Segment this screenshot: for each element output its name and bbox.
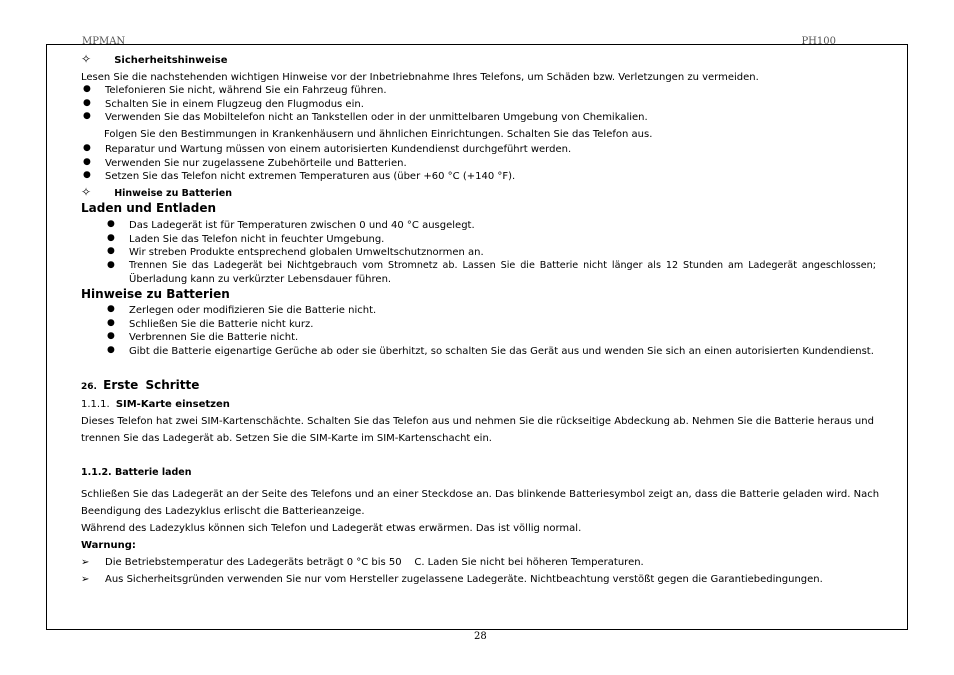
section-number: 26. [81, 382, 97, 392]
paragraph: trennen Sie das Ladegerät ab. Setzen Sie die SIM-Karte im SIM-Kartenschacht ein. [81, 433, 492, 444]
bullet-icon: ● [107, 233, 115, 243]
safety-title: Sicherheitshinweise [114, 55, 228, 66]
warning-item: Die Betriebstemperatur des Ladegeräts beträgt 0 °C bis 50 C. Laden Sie nicht bei höheren Temperaturen. [105, 557, 644, 568]
paragraph: Schließen Sie das Ladegerät an der Seite des Telefons und an einer Steckdose an. Das blinkende Batteriesymbol zeigt an, dass die Batterie geladen wird. Nach [81, 489, 880, 500]
page-number: 28 [474, 631, 487, 642]
list-item: Telefonieren Sie nicht, während Sie ein Fahrzeug führen. [105, 85, 387, 96]
paragraph: Beendigung des Ladezyklus erlischt die Batterieanzeige. [81, 506, 365, 517]
list-item: Setzen Sie das Telefon nicht extremen Temperaturen aus (über +60 °C (+140 °F). [105, 171, 516, 182]
bullet-icon: ● [83, 143, 91, 153]
star-icon: ✧ [81, 185, 92, 199]
subsection-number: 1.1.1. [81, 399, 110, 410]
battery-notes-heading [81, 185, 232, 201]
paragraph: Dieses Telefon hat zwei SIM-Kartenschächte. Schalten Sie das Telefon aus und nehmen Sie die rückseitige Abdeckung ab. Nehmen Sie die Batterie heraus und [81, 416, 874, 427]
bullet-icon: ● [107, 345, 115, 355]
bullet-icon: ● [83, 170, 91, 180]
bullet-icon: ● [107, 246, 115, 256]
bullet-icon: ● [107, 331, 115, 341]
subsection-title: SIM-Karte einsetzen [115, 399, 230, 410]
section-heading [81, 378, 199, 394]
list-item: Zerlegen oder modifizieren Sie die Batterie nicht. [129, 305, 377, 316]
bullet-icon: ● [107, 219, 115, 229]
subsection-charge-title: 1.1.2. Batterie laden [81, 467, 192, 478]
header-brand: MPMAN [82, 36, 126, 47]
safety-intro: Lesen Sie die nachstehenden wichtigen Hinweise vor der Inbetriebnahme Ihres Telefons, um Schäden bzw. Verletzungen zu vermeiden. [81, 72, 759, 83]
list-item: Laden Sie das Telefon nicht in feuchter Umgebung. [129, 234, 385, 245]
list-item: Wir streben Produkte entsprechend globalen Umweltschutznormen an. [129, 247, 484, 258]
bullet-icon: ● [83, 84, 91, 94]
warning-item: Aus Sicherheitsgründen verwenden Sie nur vom Hersteller zugelassene Ladegeräte. Nichtbeachtung verstößt gegen die Garantiebedingungen. [105, 574, 823, 585]
list-item: Das Ladegerät ist für Temperaturen zwischen 0 und 40 °C ausgelegt. [129, 220, 475, 231]
section-title: Erste Schritte [103, 378, 200, 392]
list-item: Trennen Sie das Ladegerät bei Nichtgebrauch vom Stromnetz ab. Lassen Sie die Batterie nicht länger als 12 Stunden am Ladegerät angeschlossen; [129, 260, 876, 271]
list-item: Schalten Sie in einem Flugzeug den Flugmodus ein. [105, 99, 364, 110]
bullet-icon: ● [83, 157, 91, 167]
bullet-icon: ● [83, 111, 91, 121]
list-item: Reparatur und Wartung müssen von einem autorisierten Kundendienst durchgeführt werden. [105, 144, 572, 155]
header-model: PH100 [801, 36, 836, 47]
battery-notes-title: Hinweise zu Batterien [114, 188, 232, 199]
bullet-icon: ● [107, 304, 115, 314]
list-item: Gibt die Batterie eigenartige Gerüche ab oder sie überhitzt, so schalten Sie das Gerät aus und wenden Sie sich an einen autorisierten Kundendienst. [129, 346, 874, 357]
list-item: Schließen Sie die Batterie nicht kurz. [129, 319, 314, 330]
bullet-icon: ● [107, 260, 115, 270]
list-item: Verwenden Sie das Mobiltelefon nicht an Tankstellen oder in der unmittelbaren Umgebung von Chemikalien. [105, 112, 648, 123]
list-item: Verbrennen Sie die Batterie nicht. [129, 332, 299, 343]
list-item: Verwenden Sie nur zugelassene Zubehörteile und Batterien. [105, 158, 407, 169]
paragraph: Während des Ladezyklus können sich Telefon und Ladegerät etwas erwärmen. Das ist völlig normal. [81, 523, 582, 534]
bullet-icon: ● [107, 318, 115, 328]
bullet-icon: ● [83, 98, 91, 108]
star-icon: ✧ [81, 52, 92, 66]
charging-heading: Laden und Entladen [81, 201, 217, 215]
battery-heading: Hinweise zu Batterien [81, 287, 230, 301]
arrow-bullet-icon: ➢ [81, 574, 90, 585]
warning-label: Warnung: [81, 540, 136, 551]
safety-heading [81, 52, 228, 68]
list-item-continuation: Überladung kann zu verkürzter Lebensdauer führen. [129, 274, 392, 285]
subsection-sim-heading [81, 398, 230, 411]
safety-note: Folgen Sie den Bestimmungen in Krankenhäusern und ähnlichen Einrichtungen. Schalten Sie das Telefon aus. [104, 129, 653, 140]
arrow-bullet-icon: ➢ [81, 557, 90, 568]
